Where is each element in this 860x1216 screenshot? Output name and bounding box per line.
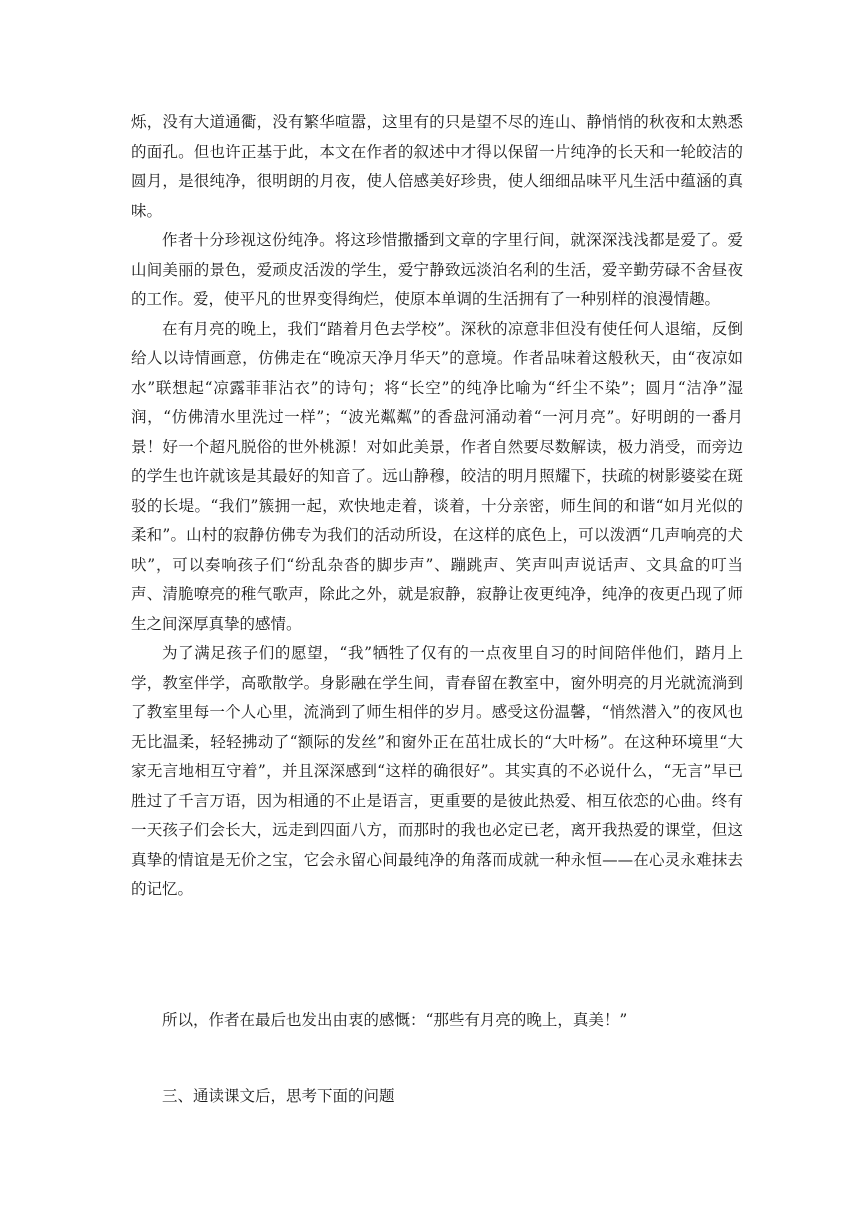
body-text xyxy=(131,108,743,905)
paragraph-3: 在有月亮的晚上，我们“踏着月色去学校”。深秋的凉意非但没有使任何人退缩，反倒给人以诗情画意，仿佛走在“晚凉天净月华天”的意境。作者品味着这般秋天，由“夜凉如水”联想起“凉露菲菲沾衣”的诗句；将“长空”的纯净比喻为“纤尘不染”；圆月“洁净”湿润，“仿佛清水里洗过一样”；“波光粼粼”的香盘河涌动着“一河月亮”。好明朗的一番月景！好一个超凡脱俗的世外桃源！对如此美景，作者自然要尽数解读，极力消受，而旁边的学生也许就该是其最好的知音了。远山静穆，皎洁的明月照耀下，扶疏的树影婆娑在斑驳的长堤。“我们”簇拥一起，欢快地走着，谈着，十分亲密，师生间的和谐“如月光似的柔和”。山村的寂静仿佛专为我们的活动所设，在这样的底色上，可以泼洒“几声响亮的犬吠”，可以奏响孩子们“纷乱杂沓的脚步声”、蹦跳声、笑声叫声说话声、文具盒的叮当声、清脆嘹亮的稚气歌声，除此之外，就是寂静，寂静让夜更纯净，纯净的夜更凸现了师生之间深厚真挚的感情。 xyxy=(131,319,743,633)
paragraph-2: 作者十分珍视这份纯净。将这珍惜撒播到文章的字里行间，就深深浅浅都是爱了。爱山间美丽的景色，爱顽皮活泼的学生，爱宁静致远淡泊名利的生活，爱辛勤劳碌不舍昼夜的工作。爱，使平凡的世界变得绚烂，使原本单调的生活拥有了一种别样的浪漫情趣。 xyxy=(131,231,743,308)
conclusion-paragraph: 所以，作者在最后也发出由衷的感慨：“那些有月亮的晚上，真美！” xyxy=(162,1011,628,1029)
paragraph-4: 为了满足孩子们的愿望，“我”牺牲了仅有的一点夜里自习的时间陪伴他们，踏月上学，教室伴学，高歌散学。身影融在学生间，青春留在教室中，窗外明亮的月光就流淌到了教室里每一个人心里，流淌到了师生相伴的岁月。感受这份温馨，“悄然潜入”的夜风也无比温柔，轻轻拂动了“额际的发丝”和窗外正在茁壮成长的“大叶杨”。在这种环境里“大家无言地相互守着”，并且深深感到“这样的确很好”。其实真的不必说什么，“无言”早已胜过了千言万语，因为相通的不止是语言，更重要的是彼此热爱、相互依恋的心曲。终有一天孩子们会长大，远走到四面八方，而那时的我也必定已老，离开我热爱的课堂，但这真挚的情谊是无价之宝，它会永留心间最纯净的角落而成就一种永恒——在心灵永难抹去的记忆。 xyxy=(131,644,743,898)
section-heading: 三、通读课文后，思考下面的问题 xyxy=(162,1087,395,1105)
paragraph-1: 烁，没有大道通衢，没有繁华喧嚣，这里有的只是望不尽的连山、静悄悄的秋夜和太熟悉的面孔。但也许正基于此，本文在作者的叙述中才得以保留一片纯净的长天和一轮皎洁的圆月，是很纯净，很明朗的月夜，使人倍感美好珍贵，使人细细品味平凡生活中蕴涵的真味。 xyxy=(131,113,743,220)
